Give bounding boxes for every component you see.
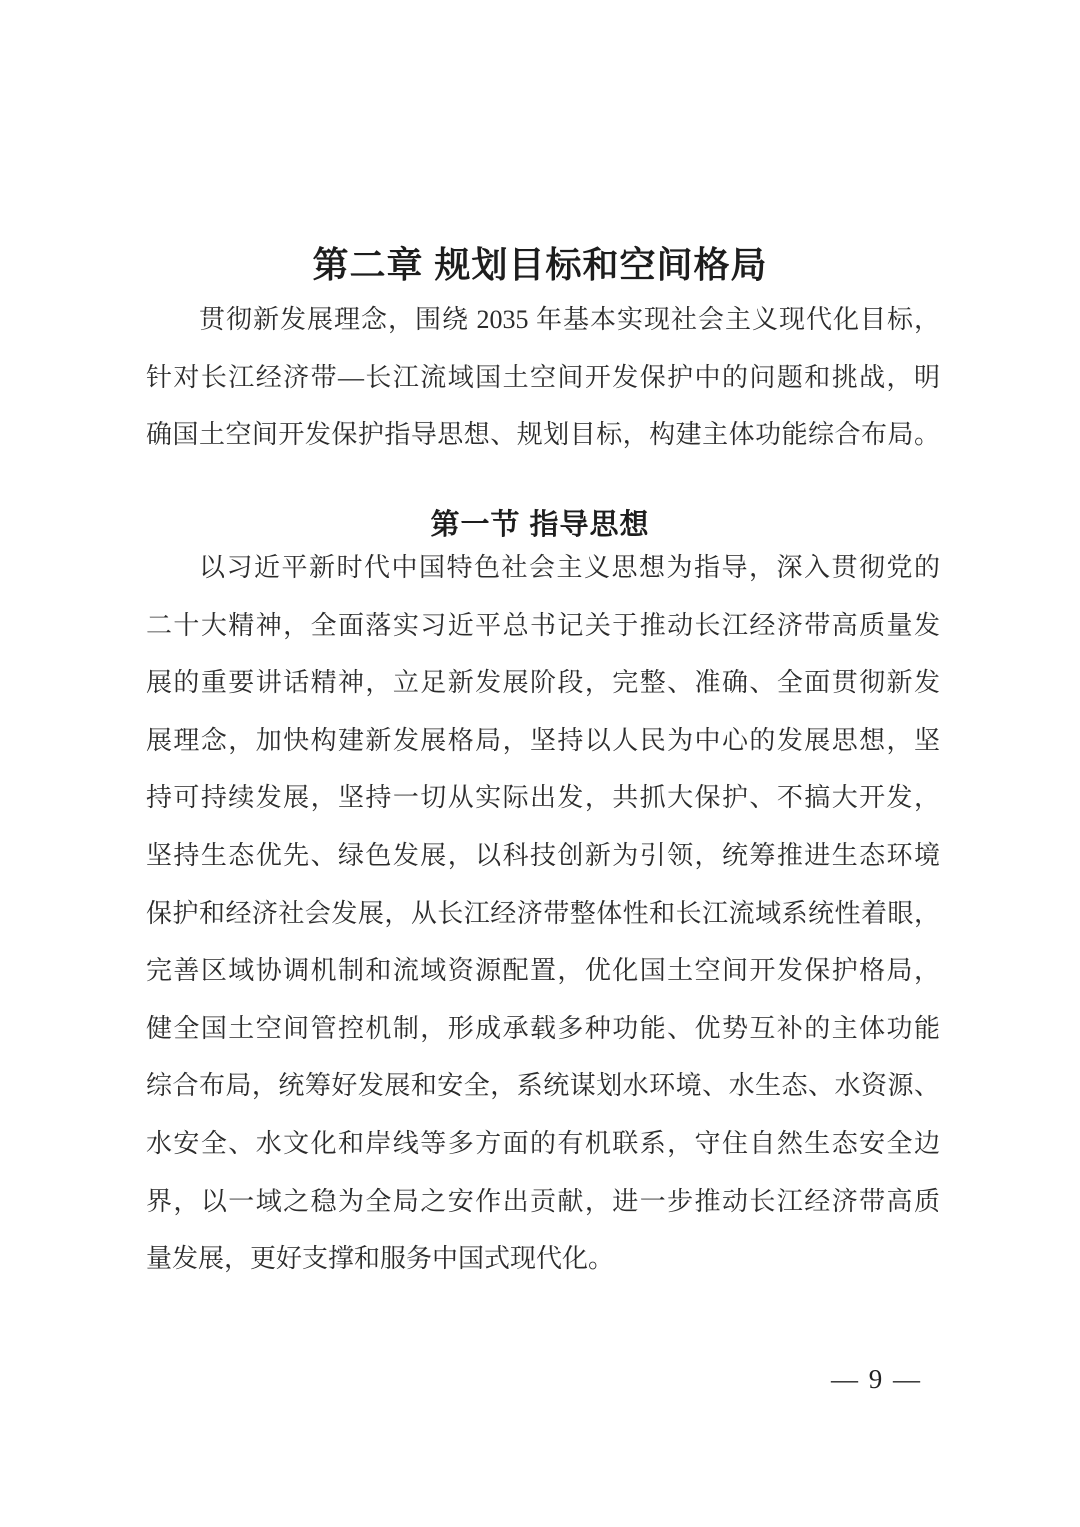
text-line: 综合布局，统筹好发展和安全，系统谋划水环境、水生态、水资源、 <box>146 1071 940 1101</box>
text-line: 持可持续发展，坚持一切从实际出发，共抓大保护、不搞大开发， <box>146 783 940 813</box>
text-line: 以习近平新时代中国特色社会主义思想为指导，深入贯彻党的 <box>199 553 940 582</box>
page-number: — 9 — <box>831 1364 922 1394</box>
text-line: 完善区域协调机制和流域资源配置，优化国土空间开发保护格局， <box>146 956 940 986</box>
text-line: 坚持生态优先、绿色发展，以科技创新为引领，统筹推进生态环境 <box>146 840 940 870</box>
section-title: 第一节 指导思想 <box>430 509 650 542</box>
text-line: 保护和经济社会发展，从长江经济带整体性和长江流域系统性着眼， <box>146 898 940 928</box>
text-line: 展理念，加快构建新发展格局，坚持以人民为中心的发展思想，坚 <box>146 725 940 755</box>
text-line: 健全国土空间管控机制，形成承载多种功能、优势互补的主体功能 <box>146 1013 940 1043</box>
chapter-title: 第二章 规划目标和空间格局 <box>312 244 768 286</box>
text-line: 二十大精神，全面落实习近平总书记关于推动长江经济带高质量发 <box>146 610 940 640</box>
text-line: 贯彻新发展理念，围绕 2035 年基本实现社会主义现代化目标， <box>199 305 940 334</box>
text-line: 量发展，更好支撑和服务中国式现代化。 <box>146 1244 615 1274</box>
text-line: 针对长江经济带—长江流域国土空间开发保护中的问题和挑战，明 <box>146 362 940 392</box>
text-line: 水安全、水文化和岸线等多方面的有机联系，守住自然生态安全边 <box>146 1128 940 1158</box>
body-paragraph <box>146 539 940 1288</box>
text-line: 确国土空间开发保护指导思想、规划目标，构建主体功能综合布局。 <box>146 420 940 450</box>
intro-paragraph <box>146 291 940 464</box>
text-line: 界，以一域之稳为全局之安作出贡献，进一步推动长江经济带高质 <box>146 1186 940 1216</box>
text-line: 展的重要讲话精神，立足新发展阶段，完整、准确、全面贯彻新发 <box>146 668 940 698</box>
